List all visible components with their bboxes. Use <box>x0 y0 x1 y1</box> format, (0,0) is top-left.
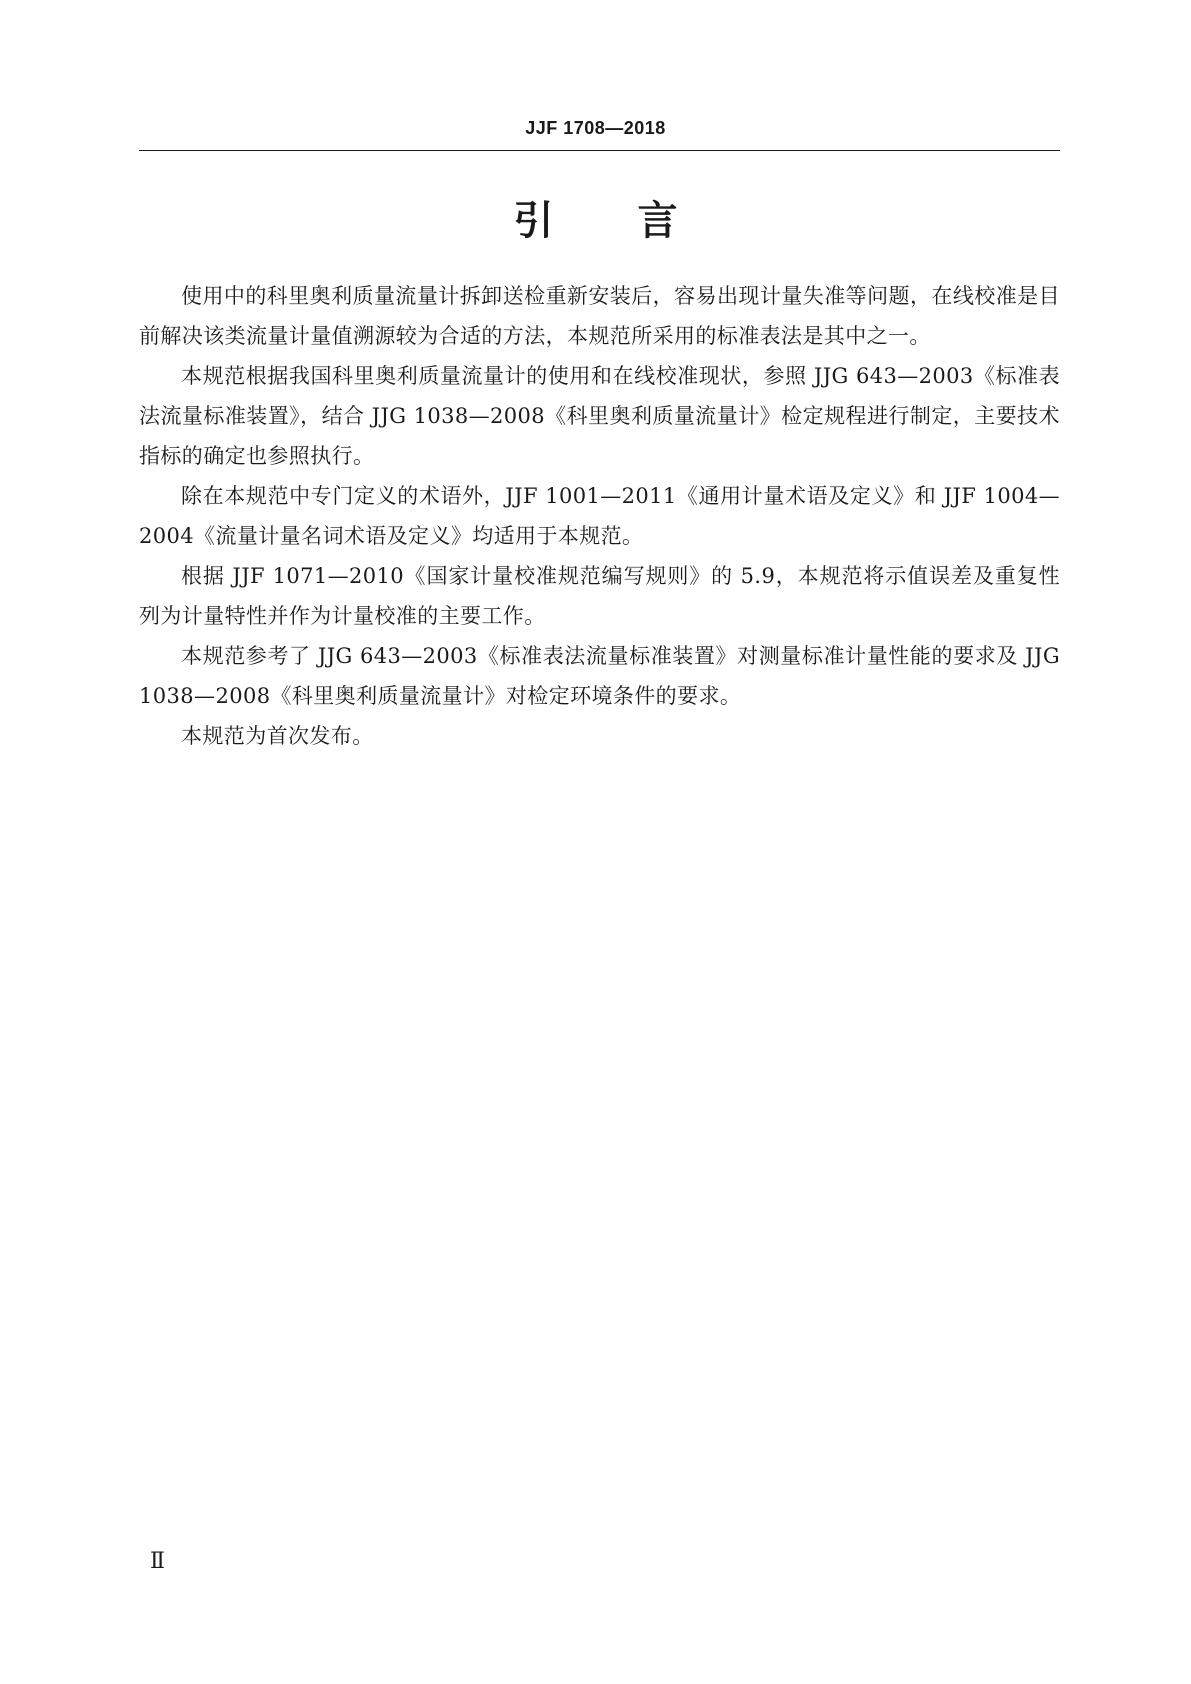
paragraph-5: 本规范参考了 JJG 643—2003《标准表法流量标准装置》对测量标准计量性能的要求及 JJG 1038—2008《科里奥利质量流量计》对检定环境条件的要求。 <box>139 644 1060 708</box>
paragraph-2: 本规范根据我国科里奥利质量流量计的使用和在线校准现状，参照 JJG 643—2003《标准表法流量标准装置》，结合 JJG 1038—2008《科里奥利质量流量计》检定规程进行制定，主要技术指标的确定也参照执行。 <box>139 364 1060 468</box>
paragraph-1: 使用中的科里奥利质量流量计拆卸送检重新安装后，容易出现计量失准等问题，在线校准是目前解决该类流量计量值溯源较为合适的方法，本规范所采用的标准表法是其中之一。 <box>139 284 1060 348</box>
page-title: 引言 <box>513 198 762 244</box>
introduction-body <box>139 276 1060 756</box>
paragraph-4: 根据 JJF 1071—2010《国家计量校准规范编写规则》的 5.9，本规范将示值误差及重复性列为计量特性并作为计量校准的主要工作。 <box>139 564 1060 628</box>
paragraph-6: 本规范为首次发布。 <box>181 724 374 748</box>
document-code-header: JJF 1708—2018 <box>525 118 666 138</box>
header-divider <box>139 150 1060 151</box>
page-number: Ⅱ <box>150 1549 165 1574</box>
paragraph-3: 除在本规范中专门定义的术语外，JJF 1001—2011《通用计量术语及定义》和 JJF 1004—2004《流量计量名词术语及定义》均适用于本规范。 <box>139 484 1060 548</box>
